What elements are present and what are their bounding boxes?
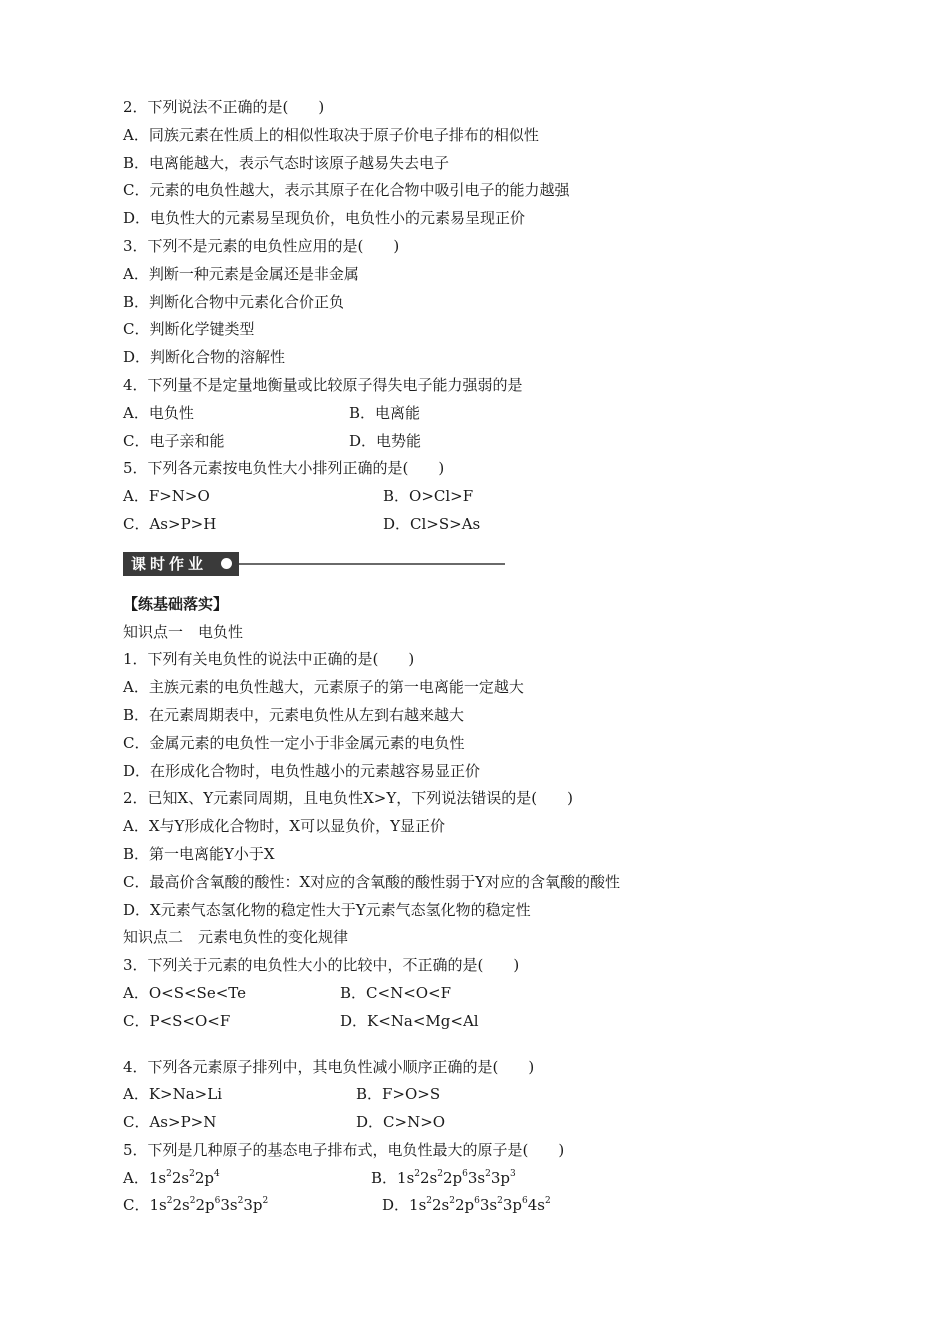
option: A．电负性	[123, 403, 194, 422]
question-stem: 3．下列不是元素的电负性应用的是( )	[123, 236, 400, 255]
page-content	[123, 94, 843, 1220]
option-b: B．$1s^22s^22p^63s^23p^3$	[371, 1168, 516, 1187]
option: B．O>Cl>F	[383, 487, 474, 506]
knowledge-point-title: 知识点一 电负性	[123, 622, 244, 641]
option: C．As>P>N	[123, 1113, 217, 1132]
option-row	[123, 511, 843, 539]
option-d: D．$1s^22s^22p^63s^23p^64s^2$	[382, 1196, 551, 1215]
option: B．在元素周期表中，元素电负性从左到右越来越大	[123, 705, 465, 724]
question-stem: 4．下列量不是定量地衡量或比较原子得失电子能力强弱的是	[123, 375, 523, 394]
option: D．电负性大的元素易呈现负价，电负性小的元素易呈现正价	[123, 209, 526, 228]
option: D．Cl>S>As	[383, 514, 481, 533]
banner-label: 课时作业	[123, 552, 239, 576]
option: A．X与Y形成化合物时，X可以显负价，Y显正价	[123, 817, 445, 836]
option-row	[123, 1192, 843, 1220]
electron-count: 2	[497, 1196, 503, 1207]
electron-count: 3	[510, 1168, 516, 1179]
option: D．K<Na<Mg<Al	[340, 1011, 479, 1030]
question-stem: 2．下列说法不正确的是( )	[123, 98, 325, 116]
option: C．P<S<O<F	[123, 1011, 231, 1030]
option: C．As>P>H	[123, 514, 217, 533]
option-row	[123, 400, 843, 428]
option: D．在形成化合物时，电负性越小的元素越容易显正价	[123, 761, 481, 780]
option-row	[123, 428, 843, 456]
question-stem: 1．下列有关电负性的说法中正确的是( )	[123, 650, 415, 669]
option: C．元素的电负性越大，表示其原子在化合物中吸引电子的能力越强	[123, 181, 570, 200]
electron-count: 2	[449, 1196, 455, 1207]
section-title: 【练基础落实】	[123, 594, 229, 613]
electron-count: 4	[213, 1168, 220, 1179]
option: C．金属元素的电负性一定小于非金属元素的电负性	[123, 733, 465, 752]
electron-count: 2	[262, 1196, 269, 1207]
question-stem: 5．下列各元素按电负性大小排列正确的是( )	[123, 459, 445, 478]
banner-dot-icon	[221, 558, 232, 569]
option-c: C．$1s^22s^22p^63s^23p^2$	[123, 1196, 269, 1215]
option-row	[123, 980, 843, 1008]
option: D．C>N>O	[356, 1113, 446, 1132]
option: B．电离能越大，表示气态时该原子越易失去电子	[123, 153, 450, 172]
option: D．X元素气态氢化物的稳定性大于Y元素气态氢化物的稳定性	[123, 900, 531, 919]
option: B．第一电离能Y小于X	[123, 844, 275, 863]
option: C．电子亲和能	[123, 431, 225, 450]
option-a: A．$1s^22s^22p^4$	[123, 1168, 220, 1187]
electron-count: 2	[237, 1196, 244, 1207]
section-banner	[123, 551, 843, 579]
option: C．判断化学键类型	[123, 320, 255, 339]
banner-rule	[239, 563, 505, 565]
option: A．F>N>O	[123, 487, 210, 506]
option: D．电势能	[349, 431, 422, 450]
option: B．C<N<O<F	[340, 983, 452, 1002]
electron-count: 6	[474, 1196, 480, 1207]
electron-count: 2	[189, 1196, 196, 1207]
question-stem: 2．已知X、Y元素同周期，且电负性X>Y，下列说法错误的是( )	[123, 789, 573, 808]
option: A．主族元素的电负性越大，元素原子的第一电离能一定越大	[123, 678, 524, 697]
option: C．最高价含氧酸的酸性：X对应的含氧酸的酸性弱于Y对应的含氧酸的酸性	[123, 872, 621, 891]
electron-count: 2	[166, 1168, 172, 1179]
question-stem: 5．下列是几种原子的基态电子排布式，电负性最大的原子是( )	[123, 1140, 565, 1159]
question-stem: 3．下列关于元素的电负性大小的比较中，不正确的是( )	[123, 956, 520, 975]
knowledge-point-title: 知识点二 元素电负性的变化规律	[123, 928, 349, 947]
option: B．F>O>S	[356, 1085, 441, 1104]
option: B．电离能	[349, 403, 421, 422]
option: D．判断化合物的溶解性	[123, 348, 286, 367]
electron-count: 2	[545, 1196, 551, 1207]
option-row	[123, 1081, 843, 1109]
option-row	[123, 1008, 843, 1036]
option-row	[123, 1109, 843, 1137]
option: A．同族元素在性质上的相似性取决于原子价电子排布的相似性	[123, 125, 539, 144]
electron-count: 2	[426, 1196, 433, 1207]
option-row	[123, 483, 843, 511]
option: A．O<S<Se<Te	[123, 983, 246, 1002]
option: B．判断化合物中元素化合价正负	[123, 292, 345, 311]
option: A．K>Na>Li	[123, 1085, 223, 1104]
electron-count: 6	[522, 1196, 528, 1207]
electron-count: 2	[485, 1168, 491, 1179]
electron-count: 2	[414, 1168, 421, 1179]
electron-count: 2	[166, 1196, 173, 1207]
option: A．判断一种元素是金属还是非金属	[123, 264, 359, 283]
electron-count: 2	[437, 1168, 443, 1179]
option-row	[123, 1165, 843, 1193]
electron-count: 2	[189, 1168, 195, 1179]
question-stem: 4．下列各元素原子排列中，其电负性减小顺序正确的是( )	[123, 1057, 535, 1076]
electron-count: 6	[214, 1196, 221, 1207]
electron-count: 6	[462, 1168, 468, 1179]
